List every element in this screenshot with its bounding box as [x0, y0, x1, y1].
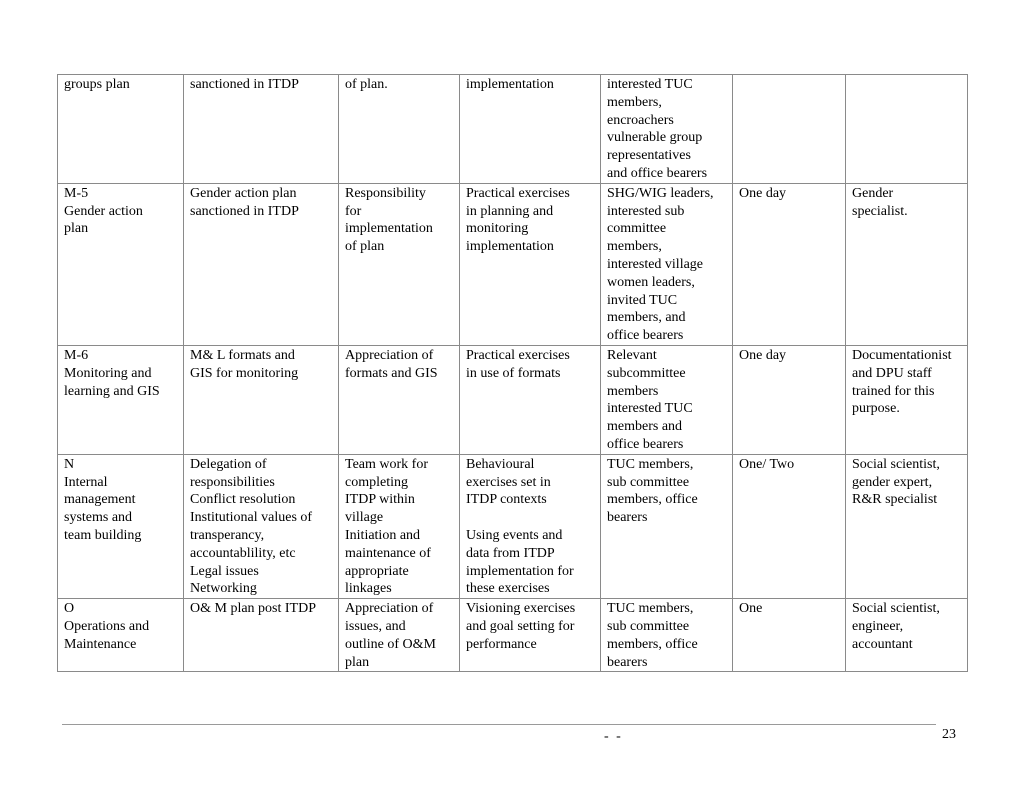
table-cell: Social scientist, gender expert, R&R specialist: [846, 454, 968, 598]
table-cell: Documentationist and DPU staff trained for this purpose.: [846, 345, 968, 454]
table-cell: Practical exercises in planning and monitoring implementation: [460, 183, 601, 345]
footer-mark: - -: [604, 729, 623, 744]
table-cell: [733, 75, 846, 184]
training-modules-table: [57, 74, 968, 672]
table-cell: N Internal management systems and team building: [58, 454, 184, 598]
table-cell: TUC members, sub committee members, office bearers: [601, 599, 733, 672]
table-cell: O& M plan post ITDP: [184, 599, 339, 672]
table-cell: Visioning exercises and goal setting for performance: [460, 599, 601, 672]
table-cell: Social scientist, engineer, accountant: [846, 599, 968, 672]
table-cell: O Operations and Maintenance: [58, 599, 184, 672]
table-cell: M& L formats and GIS for monitoring: [184, 345, 339, 454]
table-row: [58, 454, 968, 598]
table-cell: implementation: [460, 75, 601, 184]
page-number: 23: [942, 727, 956, 742]
table-cell: Gender specialist.: [846, 183, 968, 345]
table-cell: sanctioned in ITDP: [184, 75, 339, 184]
table-cell: One day: [733, 183, 846, 345]
table-cell: Appreciation of formats and GIS: [339, 345, 460, 454]
table-row: [58, 75, 968, 184]
table-cell: [846, 75, 968, 184]
table-cell: SHG/WIG leaders, interested sub committee members, interested village women leaders, invited TUC members, and office bearers: [601, 183, 733, 345]
table-row: [58, 183, 968, 345]
table-cell: One: [733, 599, 846, 672]
table-cell: TUC members, sub committee members, office bearers: [601, 454, 733, 598]
table-cell: of plan.: [339, 75, 460, 184]
footer-divider: [62, 724, 936, 725]
table-cell: Relevant subcommittee members interested TUC members and office bearers: [601, 345, 733, 454]
table-cell: One/ Two: [733, 454, 846, 598]
table-cell: M-5 Gender action plan: [58, 183, 184, 345]
table-cell: interested TUC members, encroachers vulnerable group representatives and office bearers: [601, 75, 733, 184]
table-cell: groups plan: [58, 75, 184, 184]
table-cell: Appreciation of issues, and outline of O&M plan: [339, 599, 460, 672]
table-row: [58, 599, 968, 672]
table-cell: M-6 Monitoring and learning and GIS: [58, 345, 184, 454]
table-cell: Responsibility for implementation of plan: [339, 183, 460, 345]
table-cell: Gender action plan sanctioned in ITDP: [184, 183, 339, 345]
table-cell: Behavioural exercises set in ITDP contexts Using events and data from ITDP implementation for these exercises: [460, 454, 601, 598]
table-cell: Practical exercises in use of formats: [460, 345, 601, 454]
table-cell: Team work for completing ITDP within village Initiation and maintenance of appropriate linkages: [339, 454, 460, 598]
table-row: [58, 345, 968, 454]
table-cell: Delegation of responsibilities Conflict resolution Institutional values of transperancy, accountablility, etc Legal issues Networking: [184, 454, 339, 598]
table-cell: One day: [733, 345, 846, 454]
